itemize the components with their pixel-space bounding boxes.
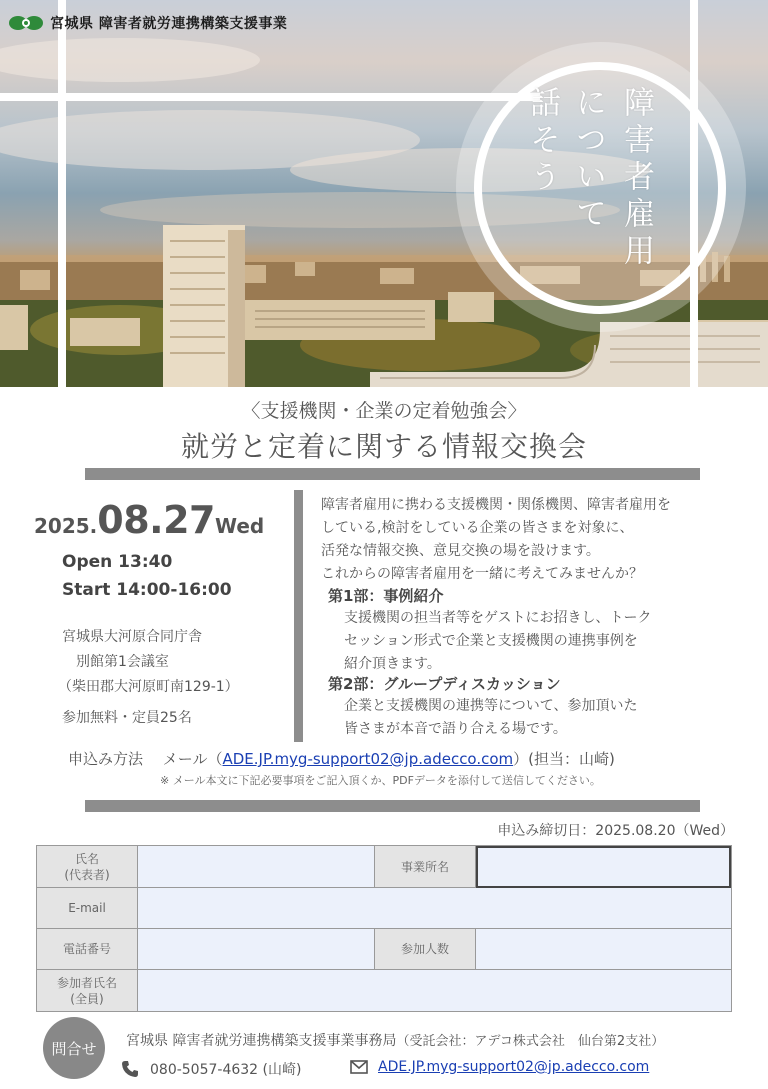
name-input[interactable]	[138, 846, 374, 887]
count-label: 参加人数	[375, 929, 476, 970]
contact-email-link[interactable]: ADE.JP.myg-support02@jp.adecco.com	[378, 1059, 650, 1075]
frame-line	[58, 0, 66, 387]
count-field[interactable]	[476, 929, 731, 970]
participants-label: 参加者氏名 (全員)	[37, 970, 138, 1011]
part1-line: セッション形式で企業と支援機関の連携事例を	[344, 633, 638, 649]
description-line: これからの障害者雇用を一緒に考えてみませんか？	[321, 566, 643, 582]
frame-line	[0, 93, 540, 101]
participants-field[interactable]	[138, 970, 731, 1011]
phone-label: 電話番号	[37, 929, 138, 970]
contact-email	[350, 1059, 649, 1075]
email-input[interactable]	[138, 888, 731, 928]
part2-line: 企業と支援機関の連携等について、参加頂いた	[344, 698, 638, 714]
vertical-text-col2: について	[570, 86, 606, 234]
part1-title: 第1部：事例紹介	[328, 587, 444, 605]
name-field[interactable]	[138, 846, 375, 888]
description	[321, 494, 721, 586]
description-line: 活発な情報交換、意見交換の場を設けます。	[321, 543, 600, 559]
name-label: 氏名 (代表者)	[37, 846, 138, 888]
office-input[interactable]	[478, 848, 729, 886]
deadline: 申込み締切日：2025.08.20（Wed）	[497, 823, 734, 839]
phone-number: 080-5057-4632 (山崎)	[150, 1062, 302, 1078]
event-title: 就労と定着に関する情報交換会	[180, 430, 587, 463]
date-month-day: 08.27	[97, 498, 215, 542]
divider-bar	[85, 800, 700, 812]
org-name: 宮城県 障害者就労連携構築支援事業	[50, 16, 288, 32]
venue-line: （柴田郡大河原町南129-1）	[58, 679, 239, 695]
date-year: 2025.	[34, 514, 98, 538]
part2-line: 皆さまが本音で語り合える場です。	[344, 721, 567, 737]
part1-line: 紹介頂きます。	[344, 656, 441, 672]
apply-label: 申込み方法 メール（	[68, 750, 223, 768]
description-line: している,検討をしている企業の皆さまを対象に、	[321, 520, 634, 536]
office-info	[126, 1030, 664, 1050]
event-date	[34, 498, 264, 542]
org-logo	[8, 10, 287, 36]
apply-contact: ）(担当：山崎)	[513, 750, 615, 768]
start-time: Start 14:00-16:00	[62, 580, 232, 600]
part1-line: 支援機関の担当者等をゲストにお招きし、トーク	[344, 610, 652, 626]
email-field[interactable]	[138, 888, 731, 929]
phone-input[interactable]	[138, 929, 374, 969]
date-weekday: Wed	[214, 514, 265, 538]
participants-input[interactable]	[138, 970, 731, 1011]
email-label: E-mail	[37, 888, 138, 929]
divider-bar	[85, 468, 700, 480]
open-time: Open 13:40	[62, 552, 173, 572]
fee-capacity: 参加無料・定員25名	[62, 710, 192, 726]
vertical-text-col1: 障害者雇用	[618, 86, 654, 271]
part2-title: 第2部：グループディスカッション	[328, 675, 561, 693]
application-form	[36, 845, 732, 1012]
phone-field[interactable]	[138, 929, 375, 970]
description-line: 障害者雇用に携わる支援機関・関係機関、障害者雇用を	[321, 497, 671, 513]
leaf-logo-icon	[8, 10, 44, 36]
event-subtitle: 〈支援機関・企業の定着勉強会〉	[241, 400, 527, 422]
apply-note: ※ メール本文に下記必要事項をご記入頂くか、PDFデータを添付して送信してください。	[160, 774, 601, 787]
mail-icon	[350, 1060, 368, 1074]
count-input[interactable]	[476, 929, 731, 969]
hero-photo	[0, 0, 768, 387]
venue-line: 別館第1会議室	[76, 654, 169, 670]
office-name: 宮城県 障害者就労連携構築支援事業事務局	[126, 1033, 397, 1049]
part1-description	[344, 607, 651, 676]
vertical-text-col3: 話そう	[524, 86, 560, 197]
venue-block	[58, 625, 239, 700]
phone-icon	[120, 1059, 140, 1079]
part2-description	[344, 695, 637, 741]
contact-badge: 問合せ	[43, 1017, 105, 1079]
office-field[interactable]	[476, 846, 731, 888]
apply-method	[68, 748, 615, 769]
office-label: 事業所名	[375, 846, 476, 888]
office-note: （受託会社：アデコ株式会社 仙台第2支社）	[396, 1034, 665, 1049]
vertical-divider	[294, 490, 303, 742]
venue-line: 宮城県大河原合同庁舎	[62, 629, 202, 645]
apply-email-link[interactable]: ADE.JP.myg-support02@jp.adecco.com	[222, 750, 514, 768]
contact-phone	[120, 1059, 301, 1079]
